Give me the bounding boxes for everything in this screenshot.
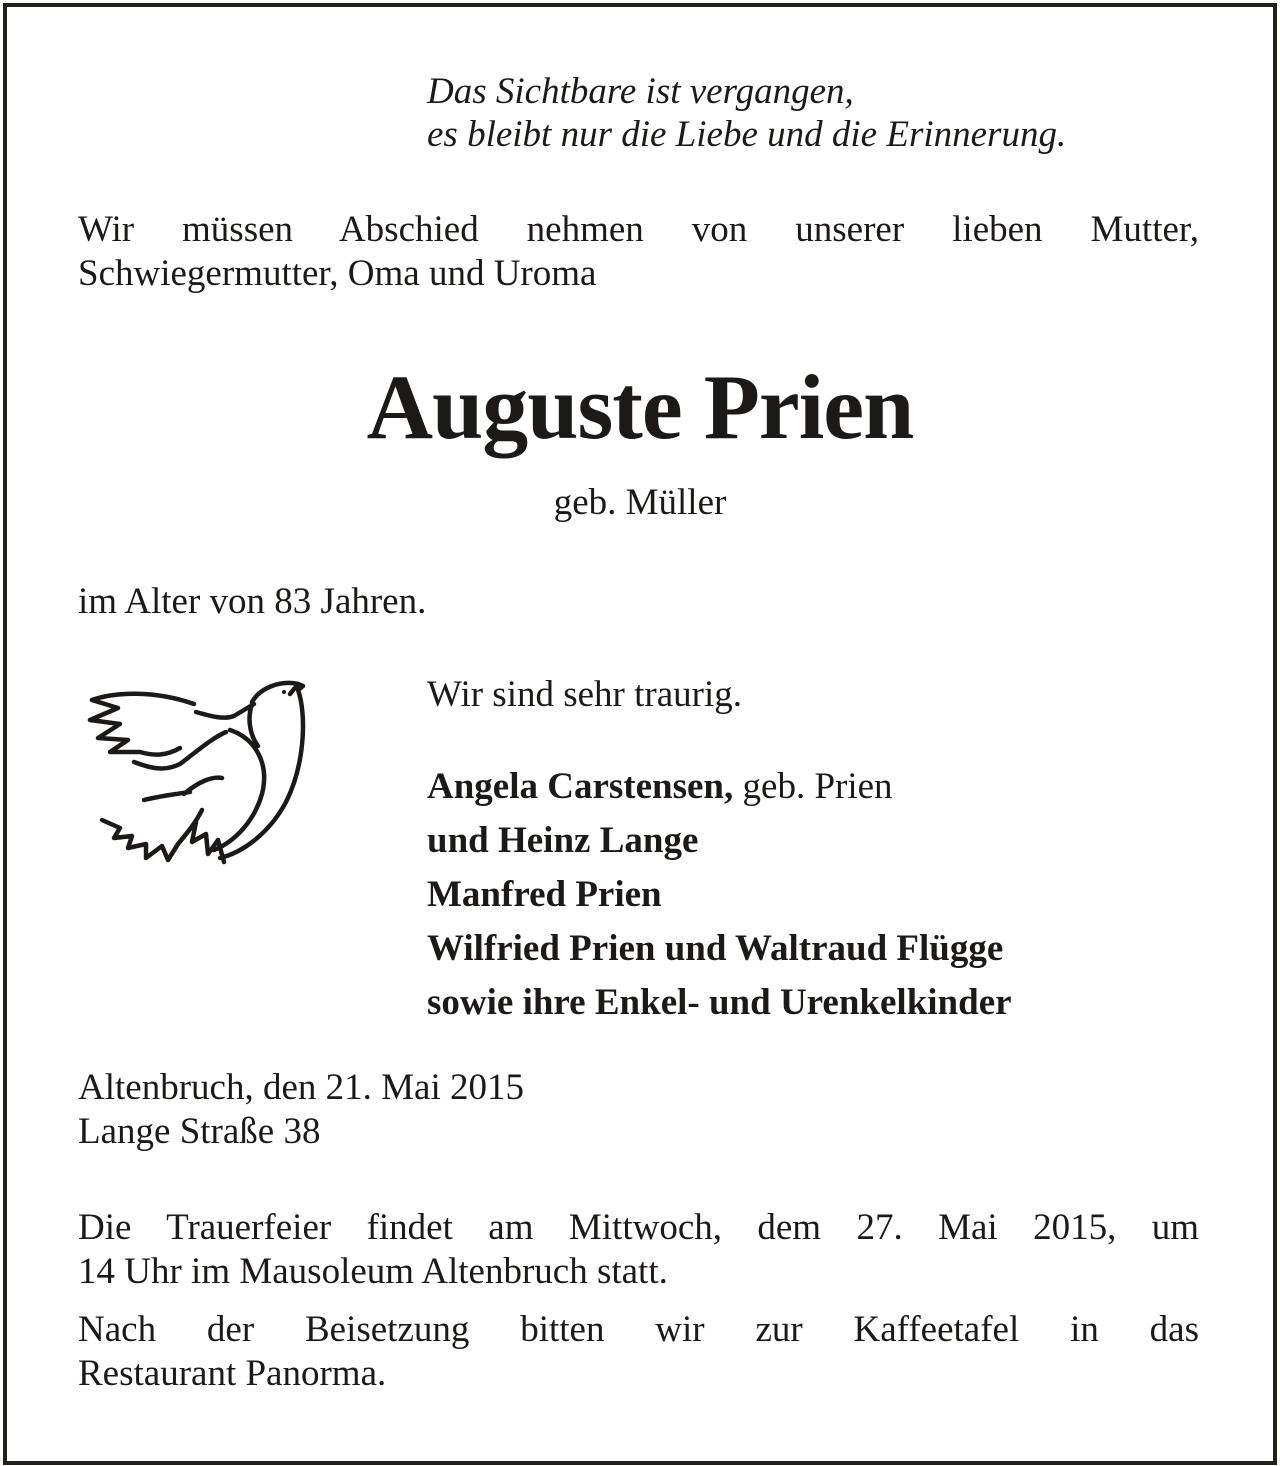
- place-date: Altenbruch, den 21. Mai 2015: [78, 1067, 524, 1108]
- reception-line-2: Restaurant Panorma.: [78, 1353, 387, 1394]
- address: Lange Straße 38: [78, 1111, 321, 1152]
- mourners-list: [427, 760, 1012, 1030]
- intro-line-2: Schwiegermutter, Oma und Uroma: [78, 253, 597, 294]
- funeral-line-2: 14 Uhr im Mausoleum Altenbruch statt.: [78, 1251, 668, 1292]
- dove-icon: [84, 672, 314, 878]
- reception-paragraph: [78, 1308, 1199, 1396]
- mourning-statement: Wir sind sehr traurig.: [427, 674, 742, 715]
- mourner-row-3: Manfred Prien: [427, 874, 662, 915]
- funeral-paragraph: [78, 1206, 1199, 1294]
- maiden-name: geb. Müller: [553, 482, 727, 523]
- place-and-address: [78, 1066, 524, 1154]
- intro-line-1: Wir müssen Abschied nehmen von unserer lieben Mutter,: [78, 209, 1199, 250]
- motto-quote: [427, 70, 1066, 156]
- deceased-name: Auguste Prien: [366, 356, 914, 458]
- mourner-name-1: Angela Carstensen,: [427, 766, 734, 807]
- reception-line-1: Nach der Beisetzung bitten wir zur Kaffeetafel in das: [78, 1309, 1199, 1350]
- funeral-line-1: Die Trauerfeier findet am Mittwoch, dem 27. Mai 2015, um: [78, 1207, 1199, 1248]
- mourner-row-4: Wilfried Prien und Waltraud Flügge: [427, 928, 1004, 969]
- mourner-maiden-1: geb. Prien: [733, 766, 893, 807]
- age-text: im Alter von 83 Jahren.: [78, 581, 427, 622]
- mourner-row-2: und Heinz Lange: [427, 820, 699, 861]
- motto-line-1: Das Sichtbare ist vergangen,: [427, 71, 854, 112]
- intro-paragraph: [78, 208, 1199, 296]
- mourner-row-5: sowie ihre Enkel- und Urenkelkinder: [427, 982, 1012, 1023]
- motto-line-2: es bleibt nur die Liebe und die Erinnerung.: [427, 114, 1067, 155]
- mourner-row-1: [427, 760, 1012, 814]
